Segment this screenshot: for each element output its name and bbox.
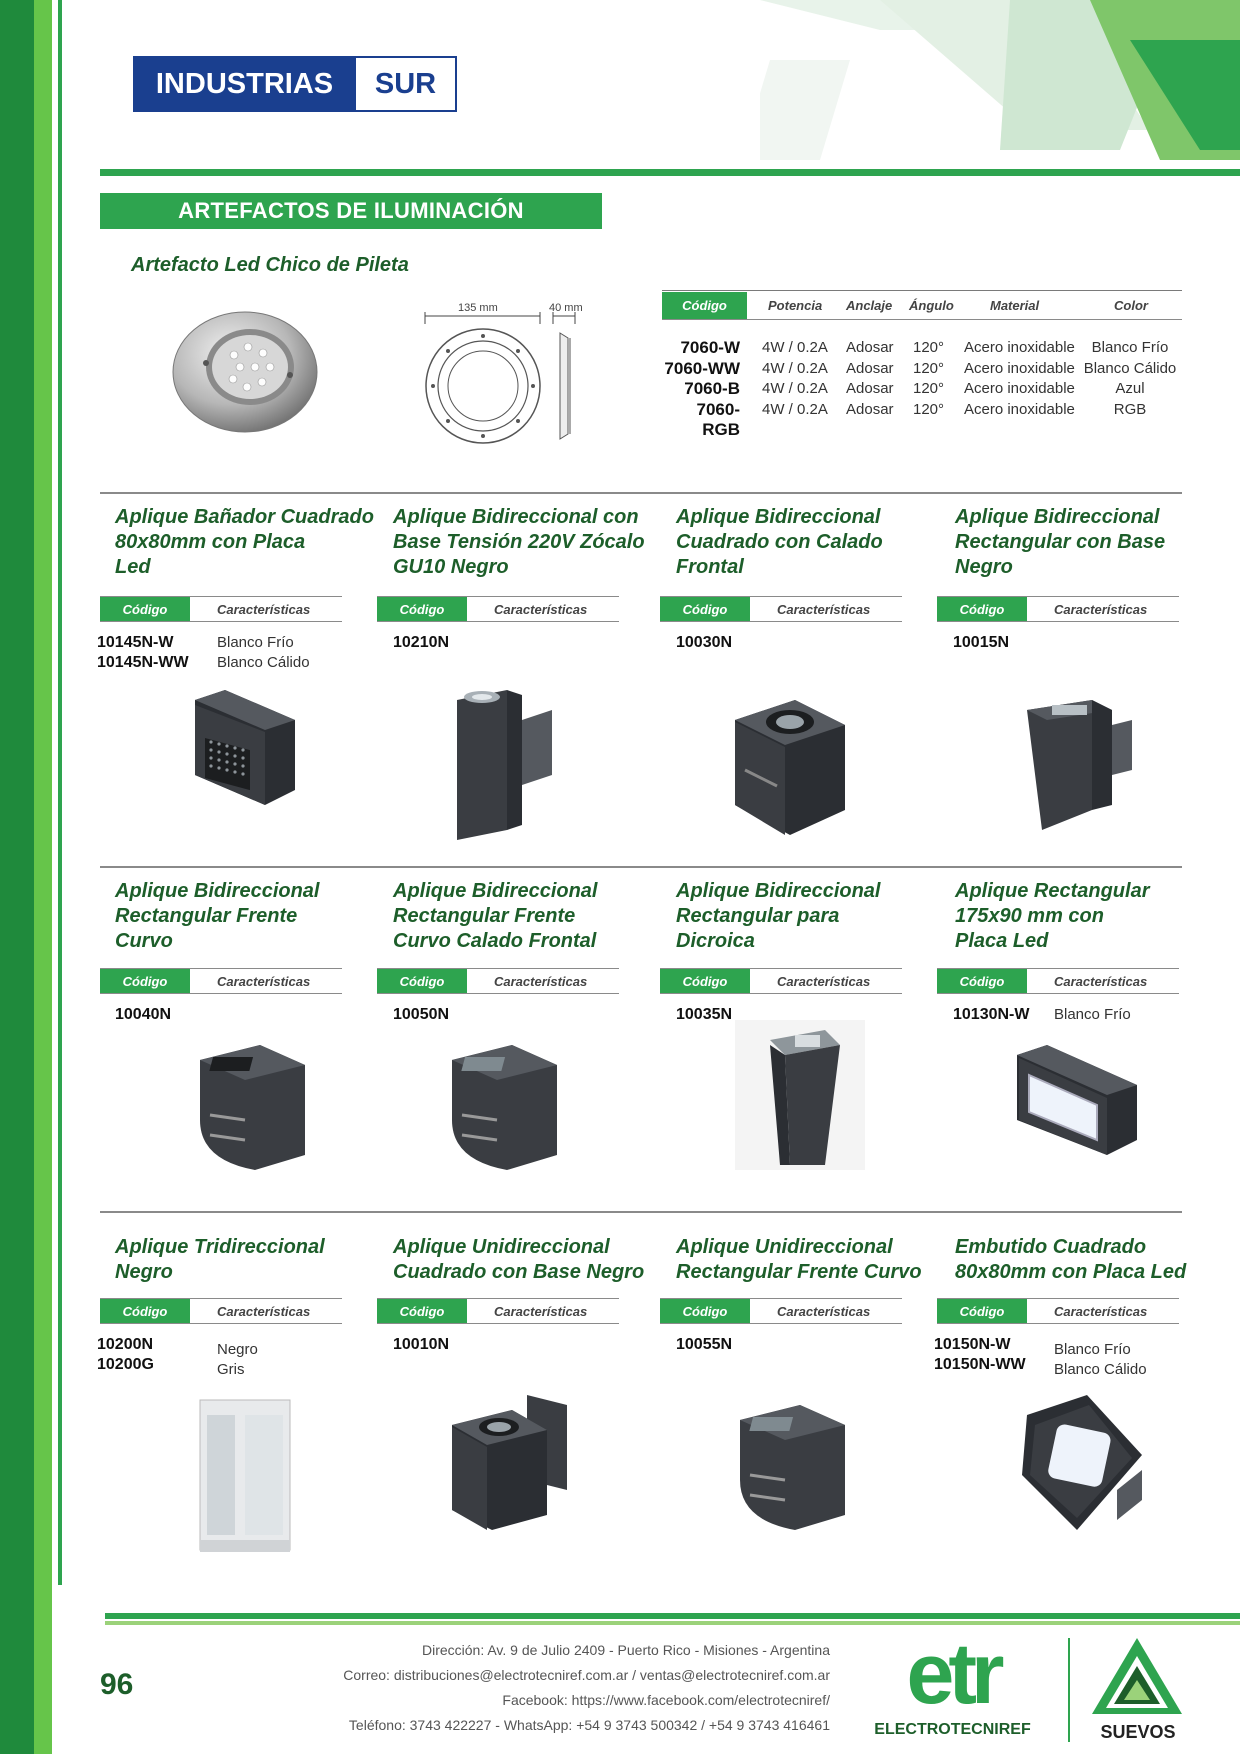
- product-title: Aplique Bidireccional Cuadrado con Calado Frontal: [676, 506, 883, 578]
- pool-table-header: [662, 292, 1182, 320]
- product-table-header: [660, 1298, 902, 1324]
- product-code: 10200N: [97, 1336, 154, 1353]
- product-title: Aplique Bidireccional con Base Tensión 220V Zócalo GU10 Negro: [393, 506, 645, 578]
- pool-cell-angulo: 120°: [913, 400, 945, 418]
- pool-cell-material: Acero inoxidable: [964, 339, 1075, 356]
- product-title: Aplique Unidireccional Rectangular Frente Curvo: [676, 1236, 922, 1283]
- product-image: [175, 1380, 335, 1555]
- pool-cell-anclaje: Adosar: [846, 380, 894, 397]
- pool-cell-color: Blanco Frío: [1091, 339, 1169, 356]
- header-caracteristicas: Características: [777, 973, 871, 989]
- product-image: [427, 1380, 587, 1555]
- header-caracteristicas: Características: [1054, 601, 1148, 617]
- product-code: 10035N: [676, 1006, 733, 1023]
- pool-cell-material: Acero inoxidable: [964, 359, 1075, 377]
- product-table-header: [100, 596, 342, 622]
- etr-logo-mark: etr: [906, 1626, 999, 1722]
- header-codigo: Código: [660, 597, 750, 621]
- pool-cell-color: Azul: [1115, 380, 1145, 397]
- header-codigo: Código: [100, 1299, 190, 1323]
- product-table-header: [937, 968, 1179, 994]
- product-code: 10150N-WW: [934, 1356, 1026, 1373]
- product-code: 10015N: [953, 634, 1010, 651]
- pool-dim-depth: 40 mm: [549, 302, 583, 314]
- pool-cell-code: 7060-WW: [664, 358, 740, 378]
- product-code: 10010N: [393, 1336, 450, 1353]
- industrias-sur-logo: [133, 56, 457, 112]
- header-caracteristicas: Características: [1054, 1303, 1148, 1319]
- header-caracteristicas: Características: [1054, 973, 1148, 989]
- header-codigo: Código: [660, 1299, 750, 1323]
- footer-address: Dirección: Av. 9 de Julio 2409 - Puerto Rico - Misiones - Argentina: [421, 1642, 830, 1658]
- product-feature: Gris: [217, 1361, 245, 1378]
- product-table-header: [660, 596, 902, 622]
- product-table-header: [377, 596, 619, 622]
- header-caracteristicas: Características: [217, 601, 311, 617]
- product-title: Aplique Bidireccional Rectangular Frente Curvo: [115, 880, 320, 952]
- product-feature: Negro: [217, 1341, 258, 1358]
- pool-header-angulo: Ángulo: [909, 298, 954, 313]
- product-table-header: [100, 1298, 342, 1324]
- pool-cell-potencia: 4W / 0.2A: [762, 339, 828, 356]
- row-rule: [100, 866, 1182, 868]
- product-table-header: [377, 968, 619, 994]
- pool-header-codigo: Código: [662, 292, 747, 319]
- pool-cell-code: 7060-RGB: [696, 399, 740, 439]
- brand-right: SUR: [354, 58, 455, 110]
- product-feature: Blanco Cálido: [1054, 1361, 1147, 1378]
- pool-header-potencia: Potencia: [768, 298, 823, 313]
- pool-dim-width: 135 mm: [458, 302, 498, 314]
- product-table-header: [660, 968, 902, 994]
- header-caracteristicas: Características: [494, 973, 588, 989]
- pool-header-anclaje: Anclaje: [846, 298, 893, 313]
- pool-cell-anclaje: Adosar: [846, 359, 894, 377]
- pool-dimension-drawing: [420, 298, 595, 448]
- left-stripe-dark: [0, 0, 34, 1754]
- product-image: [175, 1020, 335, 1195]
- left-stripe-light: [34, 0, 52, 1754]
- pool-cell-potencia: 4W / 0.2A: [762, 380, 828, 397]
- product-feature: Blanco Frío: [1054, 1006, 1131, 1023]
- product-title: Aplique Bidireccional Rectangular para Dicroica: [676, 880, 881, 952]
- page-number: 96: [100, 1668, 134, 1701]
- product-title: Embutido Cuadrado 80x80mm con Placa Led: [955, 1236, 1187, 1283]
- product-image: [997, 1020, 1157, 1195]
- suevos-logo-name: SUEVOS: [1100, 1722, 1176, 1742]
- product-image: [427, 680, 587, 855]
- product-title: Aplique Bañador Cuadrado 80x80mm con Placa Led: [115, 506, 374, 578]
- footer-email: Correo: distribuciones@electrotecniref.com.ar / ventas@electrotecniref.com.ar: [343, 1667, 830, 1683]
- footer-phone: Teléfono: 3743 422227 - WhatsApp: +54 9 3743 500342 / +54 9 3743 416461: [348, 1717, 830, 1733]
- product-feature: Blanco Cálido: [217, 654, 310, 671]
- pool-cell-code: 7060-W: [680, 338, 740, 357]
- pool-header-material: Material: [990, 298, 1040, 313]
- footer-rule-light: [105, 1621, 1240, 1625]
- product-code: 10040N: [115, 1006, 172, 1023]
- product-image: [715, 680, 875, 855]
- product-code: 10030N: [676, 634, 733, 651]
- pool-product-title: Artefacto Led Chico de Pileta: [131, 254, 409, 276]
- pool-cell-material: Acero inoxidable: [964, 380, 1075, 397]
- pool-light-image: [170, 305, 320, 435]
- pool-header-color: Color: [1114, 298, 1148, 313]
- product-table-header: [937, 596, 1179, 622]
- header-codigo: Código: [377, 597, 467, 621]
- product-code: 10130N-W: [953, 1006, 1030, 1023]
- pool-cell-angulo: 120°: [913, 359, 945, 377]
- header-caracteristicas: Características: [494, 1303, 588, 1319]
- pool-cell-color: RGB: [1113, 400, 1147, 418]
- product-code: 10145N-W: [97, 634, 174, 651]
- pool-cell-code: 7060-B: [684, 379, 740, 398]
- product-image: [715, 1005, 885, 1190]
- product-title: Aplique Unidireccional Cuadrado con Base Negro: [393, 1236, 645, 1283]
- product-code: 10210N: [393, 634, 450, 651]
- product-title: Aplique Rectangular 175x90 mm con Placa Led: [955, 880, 1150, 952]
- row-rule: [100, 492, 1182, 494]
- product-image: [997, 680, 1157, 855]
- pool-cell-angulo: 120°: [913, 380, 945, 397]
- product-image: [427, 1020, 587, 1195]
- pool-table-top-rule: [662, 290, 1182, 291]
- product-code: 10200G: [97, 1356, 154, 1373]
- corner-decoration: [760, 0, 1240, 180]
- pool-cell-angulo: 120°: [913, 339, 945, 356]
- pool-cell-color: Blanco Cálido: [1083, 359, 1177, 377]
- product-image: [715, 1380, 875, 1555]
- header-caracteristicas: Características: [777, 1303, 871, 1319]
- header-codigo: Código: [937, 969, 1027, 993]
- header-caracteristicas: Características: [777, 601, 871, 617]
- footer-logo-divider: [1068, 1638, 1070, 1742]
- product-table-header: [937, 1298, 1179, 1324]
- header-codigo: Código: [100, 597, 190, 621]
- header-codigo: Código: [937, 1299, 1027, 1323]
- footer-facebook: Facebook: https://www.facebook.com/electrotecniref/: [502, 1692, 830, 1708]
- product-feature: Blanco Frío: [1054, 1341, 1131, 1358]
- brand-left: INDUSTRIAS: [135, 58, 354, 110]
- etr-logo: [865, 1626, 1040, 1743]
- product-code: 10055N: [676, 1336, 733, 1353]
- header-caracteristicas: Características: [217, 973, 311, 989]
- header-codigo: Código: [377, 1299, 467, 1323]
- product-image: [175, 680, 335, 855]
- product-code: 10150N-W: [934, 1336, 1011, 1353]
- pool-cell-potencia: 4W / 0.2A: [762, 400, 828, 418]
- row-rule: [100, 1211, 1182, 1213]
- left-stripe-thin: [58, 0, 62, 1585]
- product-title: Aplique Bidireccional Rectangular Frente Curvo Calado Frontal: [393, 880, 598, 952]
- pool-cell-material: Acero inoxidable: [964, 400, 1075, 418]
- header-codigo: Código: [937, 597, 1027, 621]
- header-caracteristicas: Características: [217, 1303, 311, 1319]
- product-table-header: [377, 1298, 619, 1324]
- header-caracteristicas: Características: [494, 601, 588, 617]
- header-rule: [100, 169, 1240, 176]
- pool-cell-anclaje: Adosar: [846, 400, 894, 418]
- product-title: Aplique Tridireccional Negro: [115, 1236, 325, 1283]
- product-table-header: [100, 968, 342, 994]
- pool-cell-potencia: 4W / 0.2A: [762, 359, 828, 377]
- product-code: 10050N: [393, 1006, 450, 1023]
- header-codigo: Código: [660, 969, 750, 993]
- etr-logo-name: ELECTROTECNIREF: [874, 1721, 1031, 1738]
- product-code: 10145N-WW: [97, 654, 189, 671]
- footer-rule-green: [105, 1613, 1240, 1619]
- product-image: [997, 1380, 1157, 1555]
- suevos-logo-icon: [1090, 1636, 1185, 1716]
- product-feature: Blanco Frío: [217, 634, 294, 651]
- header-codigo: Código: [100, 969, 190, 993]
- product-title: Aplique Bidireccional Rectangular con Base Negro: [955, 506, 1166, 578]
- pool-cell-anclaje: Adosar: [846, 339, 894, 356]
- header-codigo: Código: [377, 969, 467, 993]
- section-title: ARTEFACTOS DE ILUMINACIÓN: [100, 193, 602, 229]
